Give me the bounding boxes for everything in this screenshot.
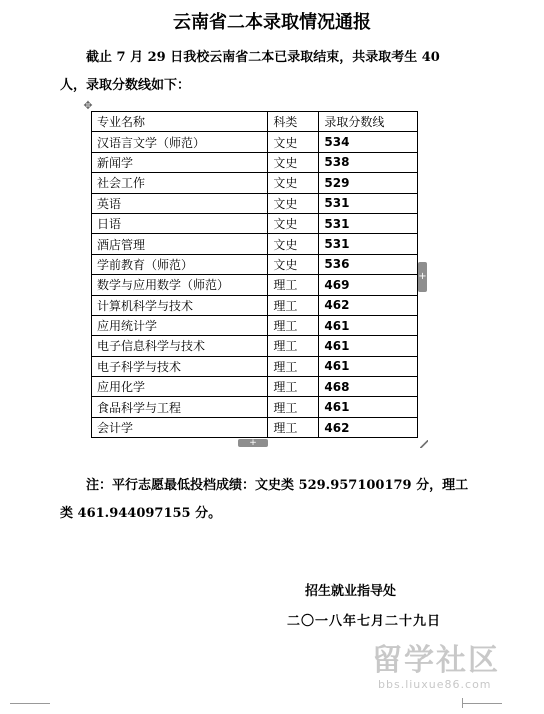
- cell-score: 461: [319, 356, 418, 376]
- cell-category: 文史: [268, 254, 319, 274]
- issue-date: 二〇一八年七月二十九日: [287, 614, 442, 629]
- cell-major: 数学与应用数学（师范）: [92, 275, 268, 295]
- table-row: [92, 132, 418, 152]
- page-corner-mark: [462, 698, 463, 708]
- cell-score: 461: [319, 315, 418, 335]
- cell-major: 电子科学与技术: [92, 356, 268, 376]
- cell-category: 文史: [268, 152, 319, 172]
- cell-major: 汉语言文学（师范）: [92, 132, 268, 152]
- cell-score: 469: [319, 275, 418, 295]
- table-resize-handle-icon[interactable]: [420, 440, 428, 448]
- cell-major: 英语: [92, 193, 268, 213]
- table-bottom-handle-icon[interactable]: +: [238, 439, 268, 447]
- cell-category: 理工: [268, 356, 319, 376]
- table-row: [92, 213, 418, 233]
- cell-score: 462: [319, 417, 418, 437]
- cell-score: 536: [319, 254, 418, 274]
- cell-major: 食品科学与工程: [92, 397, 268, 417]
- watermark-url: bbs.liuxue86.com: [378, 678, 492, 691]
- document-title: 云南省二本录取情况通报: [173, 12, 371, 33]
- watermark-logo: 留学社区: [372, 643, 500, 678]
- table-row: [92, 377, 418, 397]
- header-category: 科类: [268, 112, 319, 132]
- cell-category: 文史: [268, 132, 319, 152]
- issuing-office: 招生就业指导处: [305, 584, 397, 599]
- table-row: [92, 152, 418, 172]
- cell-major: 日语: [92, 213, 268, 233]
- note-paragraph: 注：平行志愿最低投档成绩：文史类 529.957100179 分，理工类 461.944097155 分。: [60, 478, 469, 521]
- cell-category: 理工: [268, 377, 319, 397]
- cell-major: 电子信息科学与技术: [92, 336, 268, 356]
- cell-category: 理工: [268, 275, 319, 295]
- page-corner-mark: [462, 703, 502, 704]
- cell-category: 文史: [268, 173, 319, 193]
- table-row: [92, 397, 418, 417]
- cell-score: 531: [319, 193, 418, 213]
- table-row: [92, 295, 418, 315]
- cell-score: 531: [319, 213, 418, 233]
- page-corner-mark: [10, 703, 50, 704]
- cell-category: 文史: [268, 234, 319, 254]
- cell-major: 学前教育（师范）: [92, 254, 268, 274]
- table-row: [92, 356, 418, 376]
- cell-score: 462: [319, 295, 418, 315]
- cell-major: 应用化学: [92, 377, 268, 397]
- table-row: [92, 417, 418, 437]
- table-row: [92, 234, 418, 254]
- table-side-handle-icon[interactable]: +: [418, 262, 427, 292]
- admission-score-table: [91, 111, 418, 438]
- table-header-row: [92, 112, 418, 132]
- table-row: [92, 193, 418, 213]
- cell-category: 理工: [268, 315, 319, 335]
- table-row: [92, 275, 418, 295]
- cell-major: 应用统计学: [92, 315, 268, 335]
- watermark: [372, 644, 532, 691]
- cell-score: 538: [319, 152, 418, 172]
- cell-score: 468: [319, 377, 418, 397]
- cell-major: 新闻学: [92, 152, 268, 172]
- table-move-handle-icon[interactable]: ✥: [83, 99, 93, 112]
- header-score: 录取分数线: [319, 112, 418, 132]
- cell-score: 534: [319, 132, 418, 152]
- cell-category: 理工: [268, 336, 319, 356]
- cell-major: 社会工作: [92, 173, 268, 193]
- cell-category: 文史: [268, 213, 319, 233]
- cell-category: 理工: [268, 397, 319, 417]
- cell-major: 酒店管理: [92, 234, 268, 254]
- cell-score: 461: [319, 397, 418, 417]
- cell-major: 会计学: [92, 417, 268, 437]
- table-row: [92, 336, 418, 356]
- cell-category: 理工: [268, 417, 319, 437]
- header-major: 专业名称: [92, 112, 268, 132]
- table-row: [92, 254, 418, 274]
- table-row: [92, 173, 418, 193]
- cell-score: 531: [319, 234, 418, 254]
- cell-major: 计算机科学与技术: [92, 295, 268, 315]
- cell-score: 461: [319, 336, 418, 356]
- cell-category: 理工: [268, 295, 319, 315]
- table-row: [92, 315, 418, 335]
- cell-category: 文史: [268, 193, 319, 213]
- intro-paragraph: 截止 7 月 29 日我校云南省二本已录取结束，共录取考生 40 人，录取分数线如下：: [60, 50, 440, 93]
- cell-score: 529: [319, 173, 418, 193]
